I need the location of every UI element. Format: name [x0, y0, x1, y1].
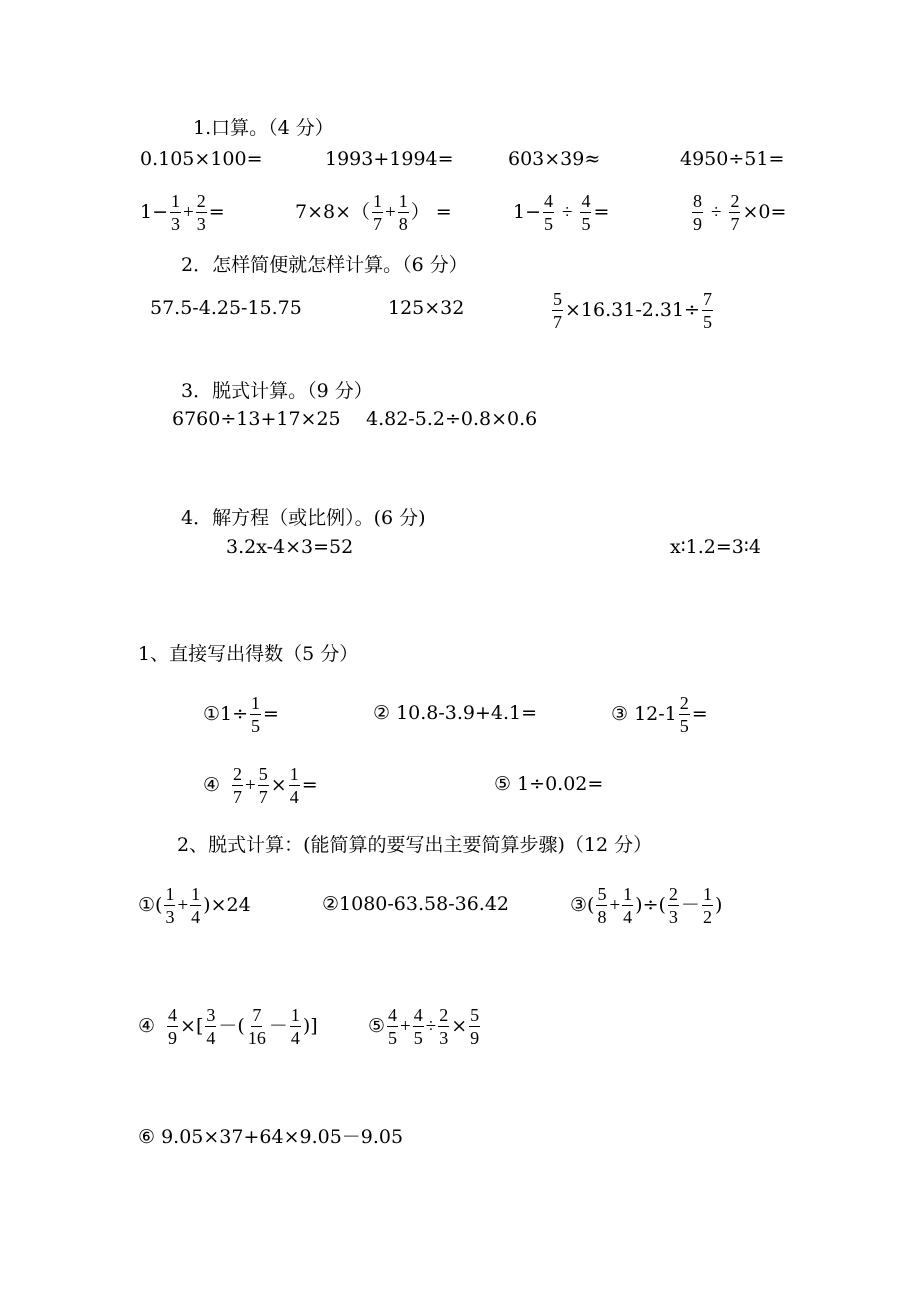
q1-expr-3: 603×39≈: [508, 148, 601, 170]
q1-title: 1.口算。（4 分）: [193, 117, 334, 139]
fraction: $\frac{2}{7}$: [730, 191, 740, 234]
q1-expr-1: 0.105×100=: [140, 148, 263, 170]
fraction: $\frac{7}{5}$: [702, 289, 712, 332]
b-q2-expr-6: ⑥ 9.05×37+64×9.05－9.05: [138, 1126, 404, 1148]
fraction: $\frac{2}{3}$: [439, 1005, 449, 1048]
fraction: $\frac{4}{9}$: [168, 1005, 178, 1048]
fraction: 3 4: [206, 1005, 216, 1048]
fraction: $\frac{5}{9}$: [470, 1005, 480, 1048]
fraction: $\frac{2}{5}$: [679, 693, 689, 736]
b-q1-title: 1、直接写出得数（5 分）: [138, 643, 359, 665]
q1-expr-5: 1− $\frac{1}{3}$ + $\frac{2}{3}$ =: [140, 191, 225, 234]
q1-expr-6: 7×8×（ 1 7 + $\frac{1}{8}$ ） =: [295, 191, 452, 234]
fraction: $\frac{4}{5}$: [581, 191, 591, 234]
fraction: 2 3: [668, 884, 678, 927]
fraction: 4 5: [388, 1005, 398, 1048]
b-q1-expr-4: ④ 2 7 + $\frac{5}{7}$ × $\frac{1}{4}$ =: [203, 764, 318, 807]
q2-expr-3: $\frac{5}{7}$ ×16.31-2.31÷ $\frac{7}{5}$: [553, 289, 712, 332]
q1-expr-4: 4950÷51=: [680, 148, 785, 170]
b-q2-expr-4: ④ $\frac{4}{9}$ ×[ 3 4 －( 7 16 － 1 4 )]: [138, 1005, 318, 1048]
q2-expr-1: 57.5-4.25-15.75: [150, 297, 302, 319]
q3-expr-1: 6760÷13+17×25: [172, 408, 341, 430]
fraction: 2 7: [233, 764, 243, 807]
q3-expr-2: 4.82-5.2÷0.8×0.6: [366, 408, 538, 430]
fraction: $\frac{1}{4}$: [191, 884, 201, 927]
fraction: 1 2: [702, 884, 712, 927]
b-q1-expr-2: ② 10.8-3.9+4.1=: [373, 702, 538, 724]
fraction: $\frac{8}{9}$: [693, 191, 702, 234]
fraction: 5 8: [597, 884, 607, 927]
q2-expr-2: 125×32: [388, 297, 465, 319]
fraction: $\frac{1}{8}$: [398, 191, 408, 234]
q1-expr-8: $\frac{8}{9}$ ÷ $\frac{2}{7}$ ×0=: [693, 191, 787, 234]
fraction: $\frac{4}{5}$: [544, 191, 554, 234]
fraction: 7 16: [247, 1005, 266, 1048]
fraction: $\frac{5}{7}$: [553, 289, 562, 332]
q4-title: 4．解方程（或比例）。(6 分): [181, 507, 426, 529]
q2-title: 2．怎样简便就怎样计算。（6 分）: [181, 254, 468, 276]
b-q2-expr-1: ①( 1 3 + $\frac{1}{4}$ )×24: [138, 884, 251, 927]
b-q2-expr-2: ②1080-63.58-36.42: [322, 893, 510, 915]
fraction: $\frac{1}{5}$: [251, 693, 261, 736]
fraction: 1 7: [373, 191, 383, 234]
b-q1-expr-5: ⑤ 1÷0.02=: [494, 773, 604, 795]
fraction: $\frac{1}{3}$: [171, 191, 181, 234]
b-q1-expr-3: ③ 12-1 $\frac{2}{5}$ =: [611, 693, 708, 736]
b-q1-expr-1: ①1÷ $\frac{1}{5}$ =: [203, 693, 279, 736]
b-q2-expr-3: ③( 5 8 + $\frac{1}{4}$ )÷( 2 3 － 1 2 ): [570, 884, 723, 927]
fraction: $\frac{2}{3}$: [196, 191, 206, 234]
q3-title: 3．脱式计算。（9 分）: [181, 380, 373, 402]
fraction: $\frac{5}{7}$: [258, 764, 268, 807]
b-q2-title: 2、脱式计算：(能简算的要写出主要简算步骤)（12 分）: [177, 834, 653, 856]
q1-expr-2: 1993+1994=: [325, 148, 454, 170]
fraction: 1 3: [165, 884, 175, 927]
fraction: 1 4: [290, 1005, 300, 1048]
fraction: $\frac{4}{5}$: [413, 1005, 423, 1048]
q4-expr-1: 3.2x-4×3=52: [226, 536, 354, 558]
b-q2-expr-5: ⑤ 4 5 + $\frac{4}{5}$ ÷ $\frac{2}{3}$ × $\frac{5}{9}$: [368, 1005, 480, 1048]
fraction: $\frac{1}{4}$: [289, 764, 299, 807]
fraction: $\frac{1}{4}$: [623, 884, 633, 927]
q4-expr-2: x∶1.2=3∶4: [670, 536, 761, 558]
q1-expr-7: 1− $\frac{4}{5}$ ÷ $\frac{4}{5}$ =: [513, 191, 610, 234]
